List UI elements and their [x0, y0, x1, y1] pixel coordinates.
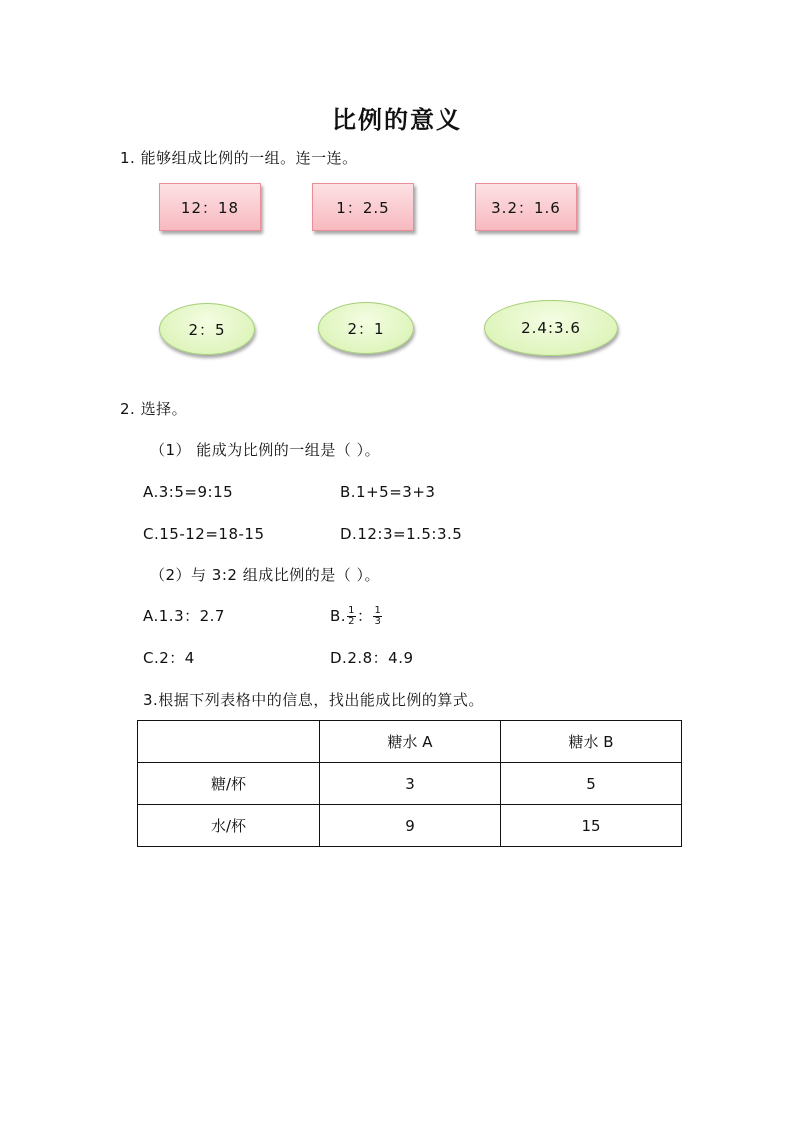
- fraction-one-third: $\frac{1}{3}$: [374, 605, 382, 627]
- table-cell: 糖/杯: [138, 763, 320, 805]
- option-2-2-b-prefix: B.: [330, 607, 347, 625]
- table-header-cell: 糖水 B: [501, 721, 682, 763]
- option-2-1-a[interactable]: A.3:5=9:15: [143, 483, 234, 501]
- option-2-1-c[interactable]: C.15-12=18-15: [143, 525, 265, 543]
- option-2-2-b-separator: ：: [356, 607, 373, 625]
- ratio-oval-3[interactable]: 2.4:3.6: [484, 300, 618, 356]
- ratio-box-2[interactable]: 1：2.5: [312, 183, 414, 231]
- question-1-prompt: 1. 能够组成比例的一组。连一连。: [120, 149, 358, 167]
- table-cell: 水/杯: [138, 805, 320, 847]
- question-3-prompt: 3.根据下列表格中的信息，找出能成比例的算式。: [143, 691, 484, 709]
- ratio-box-3[interactable]: 3.2：1.6: [475, 183, 577, 231]
- table-cell: 5: [501, 763, 682, 805]
- table-header-cell: 糖水 A: [320, 721, 501, 763]
- question-2-1-prompt: （1） 能成为比例的一组是（ ）。: [150, 441, 381, 459]
- table-row: [138, 763, 682, 805]
- table-cell: 9: [320, 805, 501, 847]
- option-2-2-d[interactable]: D.2.8：4.9: [330, 649, 414, 667]
- question-2-prompt: 2. 选择。: [120, 400, 188, 418]
- option-2-1-d[interactable]: D.12:3=1.5:3.5: [340, 525, 463, 543]
- question-2-2-prompt: （2）与 3:2 组成比例的是（ ）。: [150, 566, 380, 584]
- fraction-one-half: $\frac{1}{2}$: [348, 605, 355, 627]
- table-row: [138, 805, 682, 847]
- option-2-2-c[interactable]: C.2：4: [143, 649, 195, 667]
- ratio-oval-2[interactable]: 2：1: [318, 302, 414, 354]
- ratio-oval-1[interactable]: 2：5: [159, 303, 255, 355]
- option-2-2-a[interactable]: A.1.3：2.7: [143, 607, 225, 625]
- page-title: 比例的意义: [332, 105, 462, 134]
- table-cell: 15: [501, 805, 682, 847]
- sugar-water-table: [137, 720, 682, 847]
- table-header-cell: [138, 721, 320, 763]
- table-cell: 3: [320, 763, 501, 805]
- ratio-box-1[interactable]: 12：18: [159, 183, 261, 231]
- option-2-2-b[interactable]: [330, 605, 383, 627]
- table-header-row: [138, 721, 682, 763]
- option-2-1-b[interactable]: B.1+5=3+3: [340, 483, 436, 501]
